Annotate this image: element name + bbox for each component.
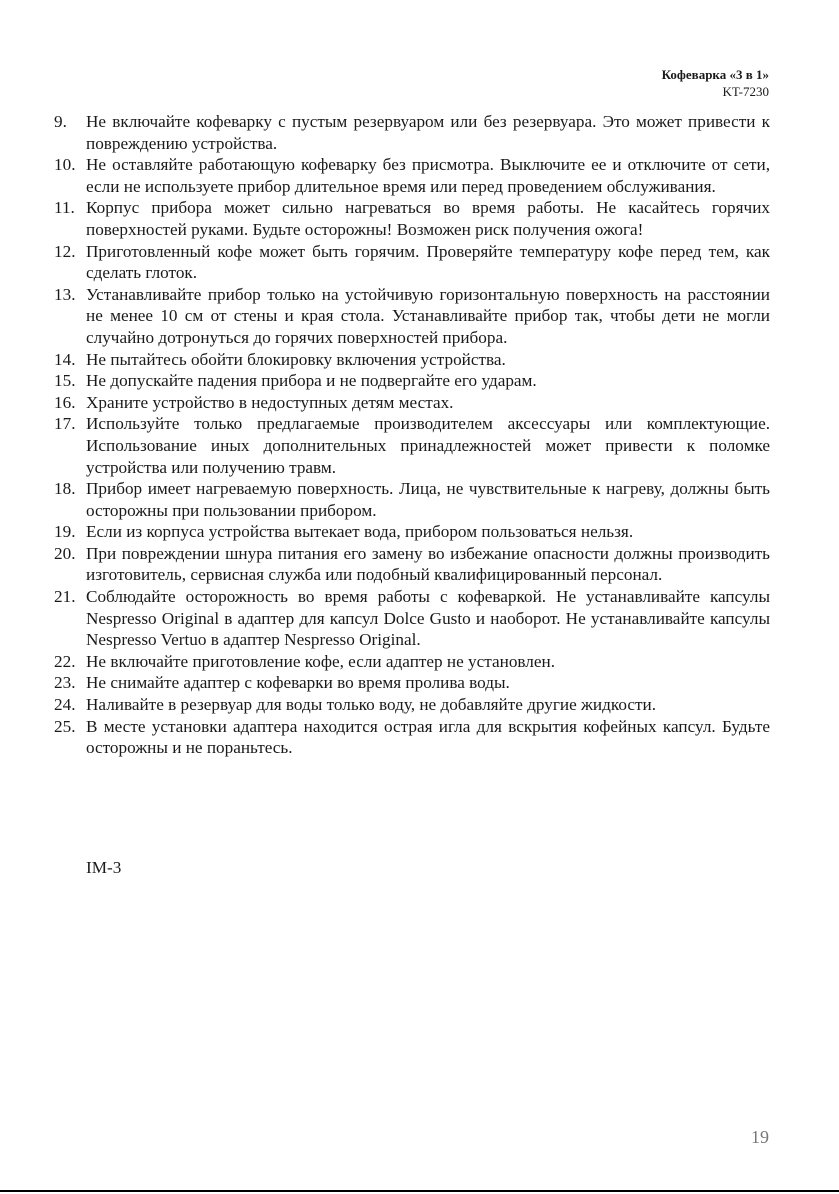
item-text: В месте установки адаптера находится острая игла для вскрытия кофейных капсул. Будьте осторожны и не пораньтесь. <box>86 716 770 758</box>
item-number: 11. <box>54 198 75 218</box>
item-number: 14. <box>54 349 76 369</box>
item-text: Храните устройство в недоступных детям местах. <box>86 392 454 412</box>
item-number: 17. <box>54 414 76 434</box>
item-number: 12. <box>54 241 76 261</box>
item-number: 20. <box>54 543 76 563</box>
item-number: 15. <box>54 371 76 391</box>
item-number: 13. <box>54 284 76 304</box>
model-number: KT-7230 <box>722 84 769 99</box>
item-number: 22. <box>54 651 76 671</box>
list-item <box>54 716 770 759</box>
item-text: Наливайте в резервуар для воды только воду, не добавляйте другие жидкости. <box>86 695 657 715</box>
page-header <box>662 66 769 100</box>
list-item <box>54 413 770 478</box>
list-item <box>54 370 770 392</box>
item-number: 18. <box>54 479 76 499</box>
item-text: Не оставляйте работающую кофеварку без присмотра. Выключите ее и отключите от сети, если не используете прибор длительное время или перед проведением обслуживания. <box>86 155 770 196</box>
item-number: 19. <box>54 522 76 542</box>
list-item <box>54 284 770 349</box>
item-text: Не допускайте падения прибора и не подвергайте его ударам. <box>86 371 537 391</box>
item-text: При повреждении шнура питания его замену во избежание опасности должны производить изготовитель, сервисная служба или подобный квалифицированный персонал. <box>86 543 770 585</box>
item-text: Если из корпуса устройства вытекает вода, прибором пользоваться нельзя. <box>86 522 634 542</box>
list-item <box>54 241 770 284</box>
list-item <box>54 478 770 521</box>
product-title: Кофеварка «3 в 1» <box>661 67 769 82</box>
item-number: 24. <box>54 695 76 715</box>
item-text: Не пытайтесь обойти блокировку включения устройства. <box>86 349 506 369</box>
item-number: 21. <box>54 587 76 607</box>
manual-section-code: IM-3 <box>86 858 122 877</box>
list-item <box>54 521 770 543</box>
safety-instructions-list <box>54 111 770 759</box>
list-item <box>54 672 770 694</box>
list-item <box>54 392 770 414</box>
item-text: Не снимайте адаптер с кофеварки во время пролива воды. <box>86 673 510 693</box>
item-text: Прибор имеет нагреваемую поверхность. Лица, не чувствительные к нагреву, должны быть осторожны при пользовании прибором. <box>86 479 770 520</box>
item-text: Устанавливайте прибор только на устойчивую горизонтальную поверхность на расстоянии не менее 10 см от стены и края стола. Устанавливайте прибор так, чтобы дети не могли случайно дотронуться до горячих поверхностей прибора. <box>86 284 770 347</box>
list-item <box>54 154 770 197</box>
item-number: 23. <box>54 673 76 693</box>
item-number: 25. <box>54 716 76 736</box>
item-text: Корпус прибора может сильно нагреваться во время работы. Не касайтесь горячих поверхностей руками. Будьте осторожны! Возможен риск получения ожога! <box>86 198 770 239</box>
item-text: Не включайте приготовление кофе, если адаптер не установлен. <box>86 651 556 671</box>
list-item <box>54 197 770 240</box>
list-item <box>54 694 770 716</box>
item-number: 9. <box>54 112 67 131</box>
item-number: 16. <box>54 392 76 412</box>
list-item <box>54 111 770 154</box>
item-text: Приготовленный кофе может быть горячим. Проверяйте температуру кофе перед тем, как сделать глоток. <box>86 241 770 283</box>
list-item <box>54 349 770 371</box>
list-item <box>54 586 770 651</box>
item-text: Соблюдайте осторожность во время работы с кофеваркой. Не устанавливайте капсулы Nespresso Original в адаптер для капсул Dolce Gusto и наоборот. Не устанавливайте капсулы Nespresso Vertuo в адаптер Nespresso Original. <box>86 587 770 650</box>
list-item <box>54 543 770 586</box>
item-text: Не включайте кофеварку с пустым резервуаром или без резервуара. Это может привести к повреждению устройства. <box>86 112 770 153</box>
page-number: 19 <box>751 1127 769 1147</box>
item-text: Используйте только предлагаемые производителем аксессуары или комплектующие. Использование иных дополнительных принадлежностей может привести к поломке устройства или получению травм. <box>86 414 770 477</box>
bottom-border-line <box>0 1190 839 1192</box>
item-number: 10. <box>54 155 76 175</box>
list-item <box>54 651 770 673</box>
